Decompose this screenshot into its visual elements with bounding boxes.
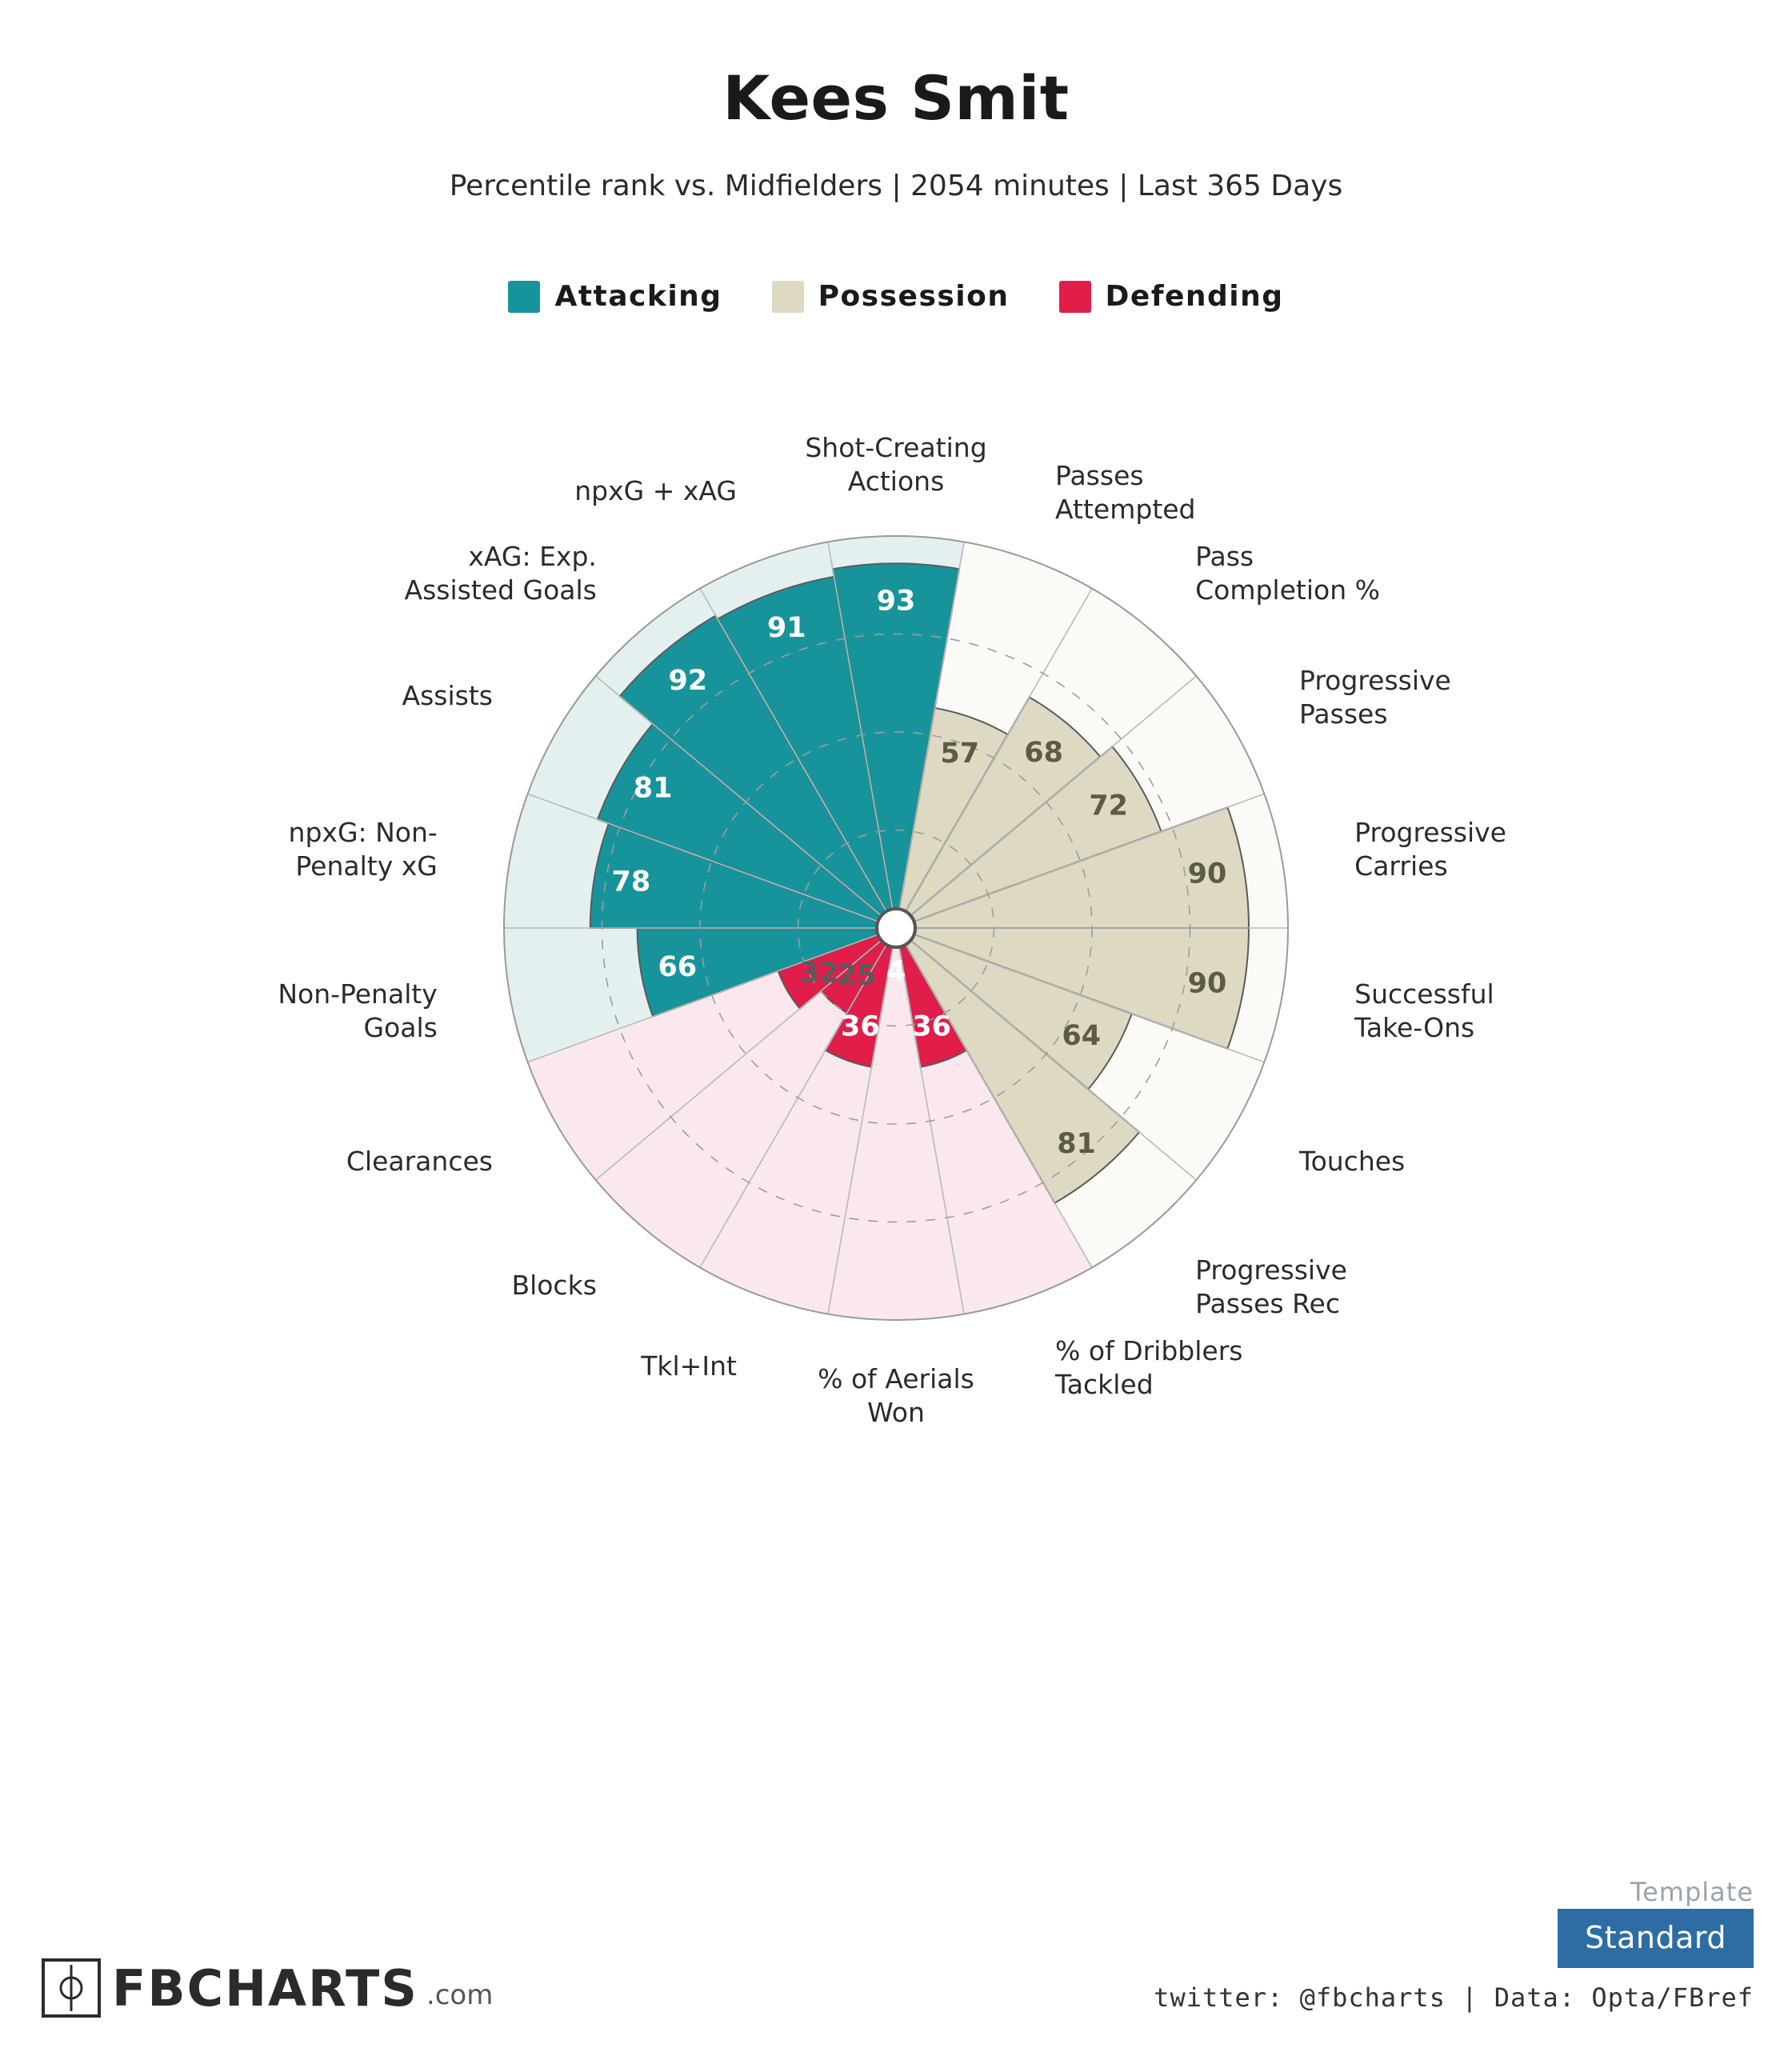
value-label: 68 (1024, 736, 1063, 769)
pizza-chart (0, 344, 1792, 1848)
chart-center-hub (877, 909, 915, 947)
fbcharts-logo (42, 1958, 493, 2018)
category-label: Progressive Carries (1354, 816, 1507, 882)
value-label: 90 (1187, 858, 1227, 890)
category-label: Passes Attempted (1055, 460, 1196, 526)
category-label: Clearances (346, 1146, 493, 1177)
chart-subtitle: Percentile rank vs. Midfielders | 2054 minutes | Last 365 Days (449, 170, 1343, 202)
category-label: Assists (402, 680, 493, 711)
pizza-chart-svg (0, 344, 1792, 1848)
value-label: 66 (658, 951, 698, 984)
value-label: 81 (1057, 1127, 1096, 1160)
value-label: 72 (1089, 790, 1129, 822)
logo-mark-icon (42, 1958, 101, 2018)
category-label: npxG: Non-Penalty xG (288, 816, 438, 882)
value-label: 90 (1187, 967, 1227, 1000)
template-badge: Standard (1558, 1909, 1754, 1968)
pitch-icon (45, 1962, 98, 2014)
legend-item-defending (1059, 280, 1284, 313)
value-label: 93 (876, 585, 916, 618)
category-label: % of Aerials Won (818, 1363, 974, 1428)
category-label: % of Dribblers Tackled (1055, 1334, 1243, 1400)
category-label: Progressive Passes (1299, 665, 1451, 730)
category-label: xAG: Exp. Assisted Goals (404, 541, 597, 606)
value-label: 78 (611, 866, 651, 898)
category-label: Tkl+Int (641, 1350, 737, 1382)
value-label: 36 (841, 1010, 880, 1043)
category-label: Non-Penalty Goals (278, 978, 438, 1044)
template-caption: Template (1630, 1877, 1754, 1907)
legend-label-possession: Possession (818, 280, 1010, 313)
category-label: npxG + xAG (574, 475, 737, 507)
legend-label-attacking: Attacking (554, 280, 722, 313)
category-label: Progressive Passes Rec (1195, 1254, 1347, 1319)
value-label: 32 (799, 957, 839, 990)
chart-legend (0, 280, 1792, 313)
legend-label-defending: Defending (1105, 280, 1284, 313)
legend-item-possession (772, 280, 1010, 313)
legend-item-attacking (508, 280, 722, 313)
value-label: 91 (766, 612, 806, 645)
value-label: 92 (668, 664, 708, 697)
value-label: 64 (1062, 1019, 1102, 1052)
value-label: 57 (940, 737, 980, 770)
legend-swatch-attacking (508, 281, 540, 313)
category-label: Touches (1299, 1146, 1406, 1177)
value-label: 25 (837, 959, 877, 992)
page-title: Kees Smit (722, 62, 1070, 134)
value-label: 4 (886, 955, 906, 988)
logo-domain-suffix: .com (426, 1979, 494, 2011)
category-label: Pass Completion % (1195, 541, 1380, 606)
legend-swatch-defending (1059, 281, 1091, 313)
value-label: 81 (633, 772, 673, 805)
credit-text: twitter: @fbcharts | Data: Opta/FBref (1154, 1982, 1754, 2013)
value-label: 36 (912, 1010, 951, 1043)
category-label: Successful Take-Ons (1354, 978, 1494, 1044)
category-label: Blocks (511, 1269, 597, 1301)
category-label: Shot-Creating Actions (805, 432, 987, 497)
legend-swatch-possession (772, 281, 804, 313)
logo-wordmark: FBCHARTS (112, 1958, 418, 2018)
